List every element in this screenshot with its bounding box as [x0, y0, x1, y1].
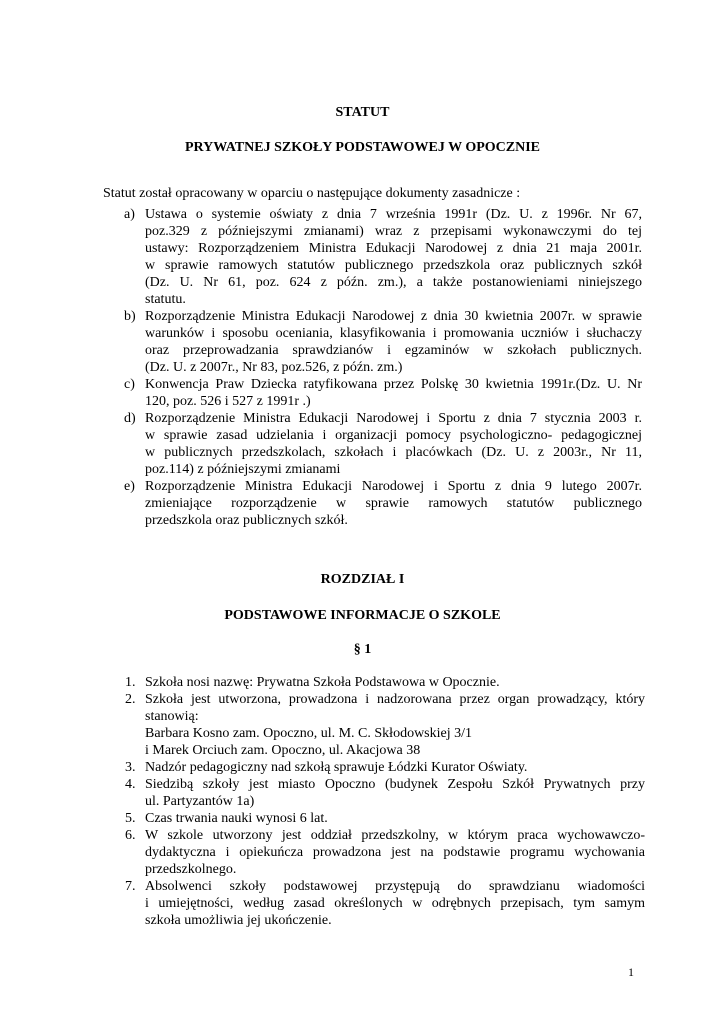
text-line: Barbara Kosno zam. Opoczno, ul. M. C. Skłodowskiej 3/1: [145, 726, 473, 741]
text-line: oraz przeprowadzania sprawdzianów i egzaminów w szkołach publicznych.: [145, 343, 642, 358]
text-line: ul. Partyzantów 1a): [145, 794, 255, 809]
page-number: 1: [628, 965, 634, 979]
text-line: 120, poz. 526 i 527 z 1991r .): [145, 394, 311, 409]
list-item: [125, 691, 645, 759]
list-item: [125, 776, 645, 810]
list-item-marker: 5.: [125, 811, 136, 826]
list-item-text: [145, 376, 642, 410]
list-item: [125, 878, 645, 929]
list-item-marker: e): [124, 479, 135, 494]
provisions-list: [125, 674, 645, 929]
text-line: Nadzór pedagogiczny nad szkołą sprawuje Łódzki Kurator Oświaty.: [145, 760, 528, 775]
text-line: Absolwenci szkoły podstawowej przystępują do sprawdzianu wiadomości: [145, 879, 645, 894]
list-item: [124, 478, 642, 529]
text-line: Rozporządzenie Ministra Edukacji Narodowej i Sportu z dnia 7 stycznia 2003 r.: [145, 411, 642, 426]
text-line: szkoła umożliwia jej ukończenie.: [145, 913, 332, 928]
chapter-title: PODSTAWOWE INFORMACJE O SZKOLE: [224, 608, 501, 623]
intro-paragraph: Statut został opracowany w oparciu o następujące dokumenty zasadnicze :: [103, 186, 521, 201]
list-item-text: [145, 674, 645, 691]
list-item-marker: c): [124, 377, 135, 392]
text-line: Rozporządzenie Ministra Edukacji Narodowej i Sportu z dnia 9 lutego 2007r.: [145, 479, 642, 494]
list-item-text: [145, 478, 642, 529]
text-line: w sprawie zasad udzielania i organizacji pomocy psychologiczno- pedagogicznej: [145, 428, 642, 443]
text-line: i umiejętności, według zasad określonych w odrębnych przepisach, tym samym: [145, 896, 645, 911]
text-line: Czas trwania nauki wynosi 6 lat.: [145, 811, 328, 826]
list-item: [124, 308, 642, 376]
section-symbol: § 1: [353, 642, 372, 657]
list-item-marker: 1.: [125, 675, 136, 690]
chapter-label: ROZDZIAŁ I: [320, 572, 405, 587]
list-item: [124, 206, 642, 308]
list-item: [125, 810, 645, 827]
text-line: warunków i sposobu oceniania, klasyfikowania i promowania uczniów i słuchaczy: [145, 326, 642, 341]
list-item: [124, 410, 642, 478]
list-item: [124, 376, 642, 410]
text-line: i Marek Orciuch zam. Opoczno, ul. Akacjowa 38: [145, 743, 421, 758]
list-item-text: [145, 878, 645, 929]
list-item-marker: 4.: [125, 777, 136, 792]
list-item-text: [145, 206, 642, 308]
text-line: przedszkola oraz publicznych szkół.: [145, 513, 348, 528]
text-line: Konwencja Praw Dziecka ratyfikowana przez Polskę 30 kwietnia 1991r.(Dz. U. Nr: [145, 377, 642, 392]
text-line: poz.114) z późniejszymi zmianami: [145, 462, 341, 477]
list-item-text: [145, 827, 645, 878]
list-item: [125, 759, 645, 776]
text-line: Siedzibą szkoły jest miasto Opoczno (budynek Zespołu Szkół Prywatnych przy: [145, 777, 645, 792]
list-item: [125, 827, 645, 878]
text-line: zmieniające rozporządzenie w sprawie ramowych statutów publicznego: [145, 496, 642, 511]
text-line: (Dz. U. z 2007r., Nr 83, poz.526, z późn. zm.): [145, 360, 403, 375]
text-line: statutu.: [145, 292, 186, 307]
document-subtitle: PRYWATNEJ SZKOŁY PODSTAWOWEJ W OPOCZNIE: [184, 140, 540, 155]
legal-basis-list: [124, 206, 642, 529]
text-line: stanowią:: [145, 709, 199, 724]
text-line: ustawy: Rozporządzeniem Ministra Edukacji Narodowej z dnia 21 maja 2001r.: [145, 241, 642, 256]
list-item-marker: 2.: [125, 692, 136, 707]
list-item: [125, 674, 645, 691]
text-line: w publicznych przedszkolach, szkołach i placówkach (Dz. U. z 2003r., Nr 11,: [145, 445, 642, 460]
list-item-text: [145, 810, 645, 827]
text-line: Szkoła nosi nazwę: Prywatna Szkoła Podstawowa w Opocznie.: [145, 675, 500, 690]
text-line: dydaktyczna i opiekuńcza prowadzona jest na podstawie programu wychowania: [145, 845, 645, 860]
document-title: STATUT: [335, 105, 390, 120]
text-line: Rozporządzenie Ministra Edukacji Narodowej z dnia 30 kwietnia 2007r. w sprawie: [145, 309, 642, 324]
text-line: Szkoła jest utworzona, prowadzona i nadzorowana przez organ prowadzący, który: [145, 692, 645, 707]
text-line: poz.329 z późniejszymi zmianami) wraz z przepisami wykonawczymi do tej: [145, 224, 642, 239]
list-item-text: [145, 759, 645, 776]
text-line: w sprawie ramowych statutów publicznego przedszkola oraz publicznych szkół: [145, 258, 642, 273]
list-item-marker: 7.: [125, 879, 136, 894]
list-item-text: [145, 308, 642, 376]
list-item-marker: 3.: [125, 760, 136, 775]
text-line: przedszkolnego.: [145, 862, 237, 877]
text-line: (Dz. U. Nr 61, poz. 624 z późn. zm.), a także postanowieniami niniejszego: [145, 275, 642, 290]
list-item-marker: 6.: [125, 828, 136, 843]
text-line: W szkole utworzony jest oddział przedszkolny, w którym praca wychowawczo-: [145, 828, 645, 843]
list-item-marker: d): [124, 411, 136, 426]
list-item-text: [145, 691, 645, 759]
list-item-text: [145, 410, 642, 478]
text-line: Ustawa o systemie oświaty z dnia 7 września 1991r (Dz. U. z 1996r. Nr 67,: [145, 207, 642, 222]
list-item-text: [145, 776, 645, 810]
list-item-marker: a): [124, 207, 135, 222]
list-item-marker: b): [124, 309, 136, 324]
